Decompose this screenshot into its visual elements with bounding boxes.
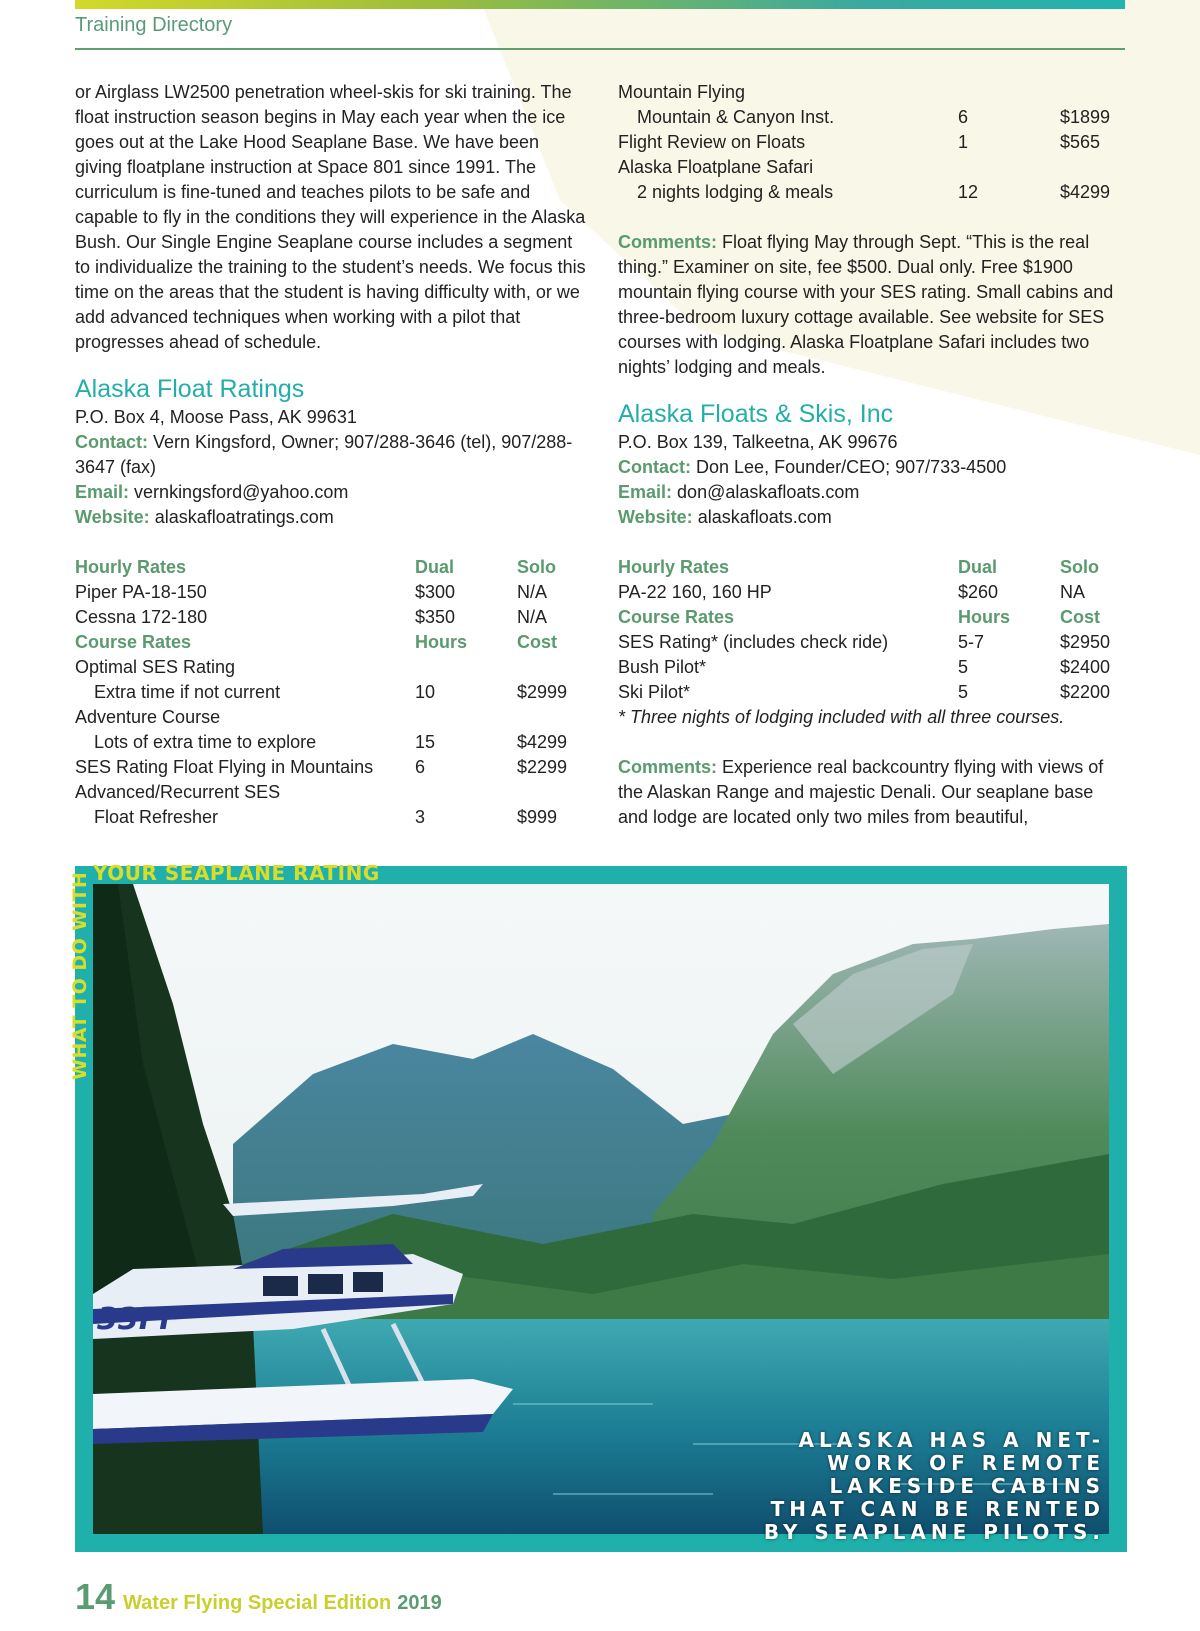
email-label: Email: bbox=[75, 482, 130, 502]
cell-price: Cost bbox=[1060, 607, 1100, 627]
cell-item: Float Refresher bbox=[94, 807, 219, 827]
rates-table bbox=[75, 555, 590, 830]
contact-value: Don Lee, Founder/CEO; 907/733-4500 bbox=[696, 457, 1007, 477]
cell-item: Advanced/Recurrent SES bbox=[75, 782, 281, 802]
cell-price bbox=[1060, 80, 1128, 105]
cell-item: Extra time if not current bbox=[94, 682, 281, 702]
cell-item: Piper PA-18-150 bbox=[75, 582, 207, 602]
cell-price: Cost bbox=[517, 632, 557, 652]
cell-price: $999 bbox=[517, 807, 558, 827]
cell-price bbox=[517, 705, 590, 730]
cell-item: Adventure Course bbox=[75, 707, 221, 727]
cell-price: $2400 bbox=[1060, 657, 1111, 677]
table-row bbox=[618, 105, 1128, 130]
cell-item: SES Rating* (includes check ride) bbox=[618, 632, 889, 652]
table-row bbox=[618, 630, 1128, 655]
cell-qty: 6 bbox=[415, 757, 426, 777]
company-contact bbox=[618, 455, 1128, 480]
cell-item: Lots of extra time to explore bbox=[94, 732, 317, 752]
table-header-row bbox=[618, 555, 1128, 580]
cell-price: $4299 bbox=[1060, 182, 1111, 202]
cell-qty bbox=[415, 705, 517, 730]
cell-item: Hourly Rates bbox=[618, 557, 730, 577]
cell-price: NA bbox=[1060, 582, 1086, 602]
page-number: 14 bbox=[75, 1576, 116, 1617]
frame-side-title: WHAT TO DO WITH bbox=[69, 871, 91, 1080]
company-email bbox=[618, 480, 1128, 505]
cell-price: $2999 bbox=[517, 682, 568, 702]
right-column bbox=[618, 80, 1128, 830]
cell-price: Solo bbox=[1060, 557, 1099, 577]
comments-text: Float flying May through Sept. “This is the real thing.” Examiner on site, fee $500. Dual only. Free $1900 mountain flying course with your SES rating. Small cabins and three-bedroom luxury cottage available. See website for SES courses with lodging. Alaska Floatplane Safari includes two nights’ lodging and meals. bbox=[618, 232, 1114, 377]
cell-item: Mountain Flying bbox=[618, 82, 746, 102]
cell-qty: 5 bbox=[958, 682, 969, 702]
publication-year: 2019 bbox=[397, 1592, 442, 1614]
email-label: Email: bbox=[618, 482, 673, 502]
cell-item: Course Rates bbox=[618, 607, 735, 627]
cell-price: $1899 bbox=[1060, 107, 1111, 127]
table-row bbox=[75, 805, 590, 830]
cell-item: Hourly Rates bbox=[75, 557, 187, 577]
left-column bbox=[75, 80, 590, 830]
cell-item: Course Rates bbox=[75, 632, 192, 652]
cell-item: Alaska Floatplane Safari bbox=[618, 157, 814, 177]
cell-item: Ski Pilot* bbox=[618, 682, 691, 702]
cell-qty: Dual bbox=[958, 557, 998, 577]
website-value[interactable]: alaskafloats.com bbox=[697, 507, 832, 527]
cell-qty: 3 bbox=[415, 807, 426, 827]
table-row bbox=[75, 755, 590, 780]
table-row bbox=[618, 130, 1128, 155]
company-website bbox=[618, 505, 1128, 530]
table-row bbox=[75, 730, 590, 755]
comments-label: Comments: bbox=[618, 757, 718, 777]
page-footer bbox=[75, 1576, 442, 1618]
cell-qty: Hours bbox=[958, 607, 1011, 627]
table-header-row bbox=[75, 630, 590, 655]
table-header-row bbox=[75, 555, 590, 580]
cell-item: 2 nights lodging & meals bbox=[637, 182, 834, 202]
cell-qty: 1 bbox=[958, 132, 969, 152]
cell-qty bbox=[958, 155, 1060, 180]
website-value[interactable]: alaskafloatratings.com bbox=[154, 507, 334, 527]
comments-paragraph bbox=[618, 230, 1128, 380]
contact-label: Contact: bbox=[618, 457, 691, 477]
company-name: Alaska Floats & Skis, Inc bbox=[618, 400, 894, 428]
cell-qty: 5-7 bbox=[958, 632, 985, 652]
website-label: Website: bbox=[75, 507, 150, 527]
cell-item: Cessna 172-180 bbox=[75, 607, 208, 627]
table-row bbox=[75, 655, 590, 680]
table-row bbox=[75, 680, 590, 705]
cell-qty: 6 bbox=[958, 107, 969, 127]
cell-price: Solo bbox=[517, 557, 556, 577]
cell-qty: $350 bbox=[415, 607, 456, 627]
table-row bbox=[618, 655, 1128, 680]
contact-label: Contact: bbox=[75, 432, 148, 452]
company-email bbox=[75, 480, 590, 505]
cell-item: SES Rating Float Flying in Mountains bbox=[75, 757, 374, 777]
publication-title: Water Flying Special Edition bbox=[123, 1592, 392, 1614]
cell-price: N/A bbox=[517, 582, 548, 602]
cell-price: $565 bbox=[1060, 132, 1101, 152]
table-row bbox=[75, 780, 590, 805]
email-value[interactable]: vernkingsford@yahoo.com bbox=[134, 482, 349, 502]
header-color-bar bbox=[75, 0, 1125, 9]
website-label: Website: bbox=[618, 507, 693, 527]
footnote: * Three nights of lodging included with all three courses. bbox=[618, 707, 1065, 727]
tail-number: 33FF bbox=[97, 1302, 180, 1337]
intro-paragraph: or Airglass LW2500 penetration wheel-skis for ski training. The float instruction season begins in May each year when the ice goes out at the Lake Hood Seaplane Base. We have been giving floatplane instruction at Space 801 since 1991. The curriculum is fine-tuned and teaches pilots to be safe and capable to fly in the conditions they will experience in the Alaska Bush. Our Single Engine Seaplane course includes a segment to individualize the training to the student’s needs. We focus this time on the areas that the student is having difficulty with, or we add advanced techniques when working with a pilot that progresses ahead of schedule. bbox=[75, 82, 586, 352]
cell-price: N/A bbox=[517, 607, 548, 627]
company-address: P.O. Box 4, Moose Pass, AK 99631 bbox=[75, 407, 357, 427]
company-contact bbox=[75, 430, 590, 480]
cell-item: Mountain & Canyon Inst. bbox=[637, 107, 835, 127]
cell-price bbox=[1060, 155, 1128, 180]
cell-qty: 5 bbox=[958, 657, 969, 677]
cell-price bbox=[517, 780, 590, 805]
email-value[interactable]: don@alaskafloats.com bbox=[677, 482, 860, 502]
cell-item: Flight Review on Floats bbox=[618, 132, 806, 152]
cell-qty: 12 bbox=[958, 182, 979, 202]
header-rule bbox=[75, 48, 1125, 50]
table-row bbox=[618, 180, 1128, 205]
company-name: Alaska Float Ratings bbox=[75, 375, 305, 403]
photo-frame bbox=[69, 861, 1127, 1552]
comments-label: Comments: bbox=[618, 232, 718, 252]
cell-qty: 15 bbox=[415, 732, 436, 752]
cell-qty: Dual bbox=[415, 557, 455, 577]
company-website bbox=[75, 505, 590, 530]
cell-item: Bush Pilot* bbox=[618, 657, 707, 677]
cell-price: $2200 bbox=[1060, 682, 1111, 702]
contact-value: Vern Kingsford, Owner; 907/288-3646 (tel), 907/288-3647 (fax) bbox=[75, 432, 573, 477]
cell-qty bbox=[415, 655, 517, 680]
cell-item: Optimal SES Rating bbox=[75, 657, 236, 677]
rates-table bbox=[618, 555, 1128, 705]
table-row bbox=[75, 705, 590, 730]
cell-qty bbox=[415, 780, 517, 805]
comments-text: Experience real backcountry flying with views of the Alaskan Range and majestic Denali. Our seaplane base and lodge are located only two miles from beautiful, bbox=[618, 757, 1104, 827]
cell-qty: $300 bbox=[415, 582, 456, 602]
cell-qty: $260 bbox=[958, 582, 999, 602]
rates-table-continued bbox=[618, 80, 1128, 205]
cell-price: $2950 bbox=[1060, 632, 1111, 652]
table-row bbox=[618, 580, 1128, 605]
table-row bbox=[618, 680, 1128, 705]
table-row bbox=[75, 580, 590, 605]
cell-qty: 10 bbox=[415, 682, 436, 702]
cell-item: PA-22 160, 160 HP bbox=[618, 582, 772, 602]
cell-price: $2299 bbox=[517, 757, 568, 777]
cell-price: $4299 bbox=[517, 732, 568, 752]
table-row bbox=[618, 80, 1128, 105]
cell-qty bbox=[958, 80, 1060, 105]
comments-paragraph bbox=[618, 755, 1128, 830]
table-row bbox=[75, 605, 590, 630]
company-address: P.O. Box 139, Talkeetna, AK 99676 bbox=[618, 432, 898, 452]
table-header-row bbox=[618, 605, 1128, 630]
section-label: Training Directory bbox=[75, 14, 233, 36]
photo-caption: ALASKA HAS A NET-WORK OF REMOTE LAKESIDE CABINS THAT CAN BE RENTED BY SEAPLANE PILOTS. bbox=[763, 1428, 1105, 1544]
frame-title: YOUR SEAPLANE RATING bbox=[93, 861, 380, 885]
cell-price bbox=[517, 655, 590, 680]
cell-qty: Hours bbox=[415, 632, 468, 652]
table-row bbox=[618, 155, 1128, 180]
